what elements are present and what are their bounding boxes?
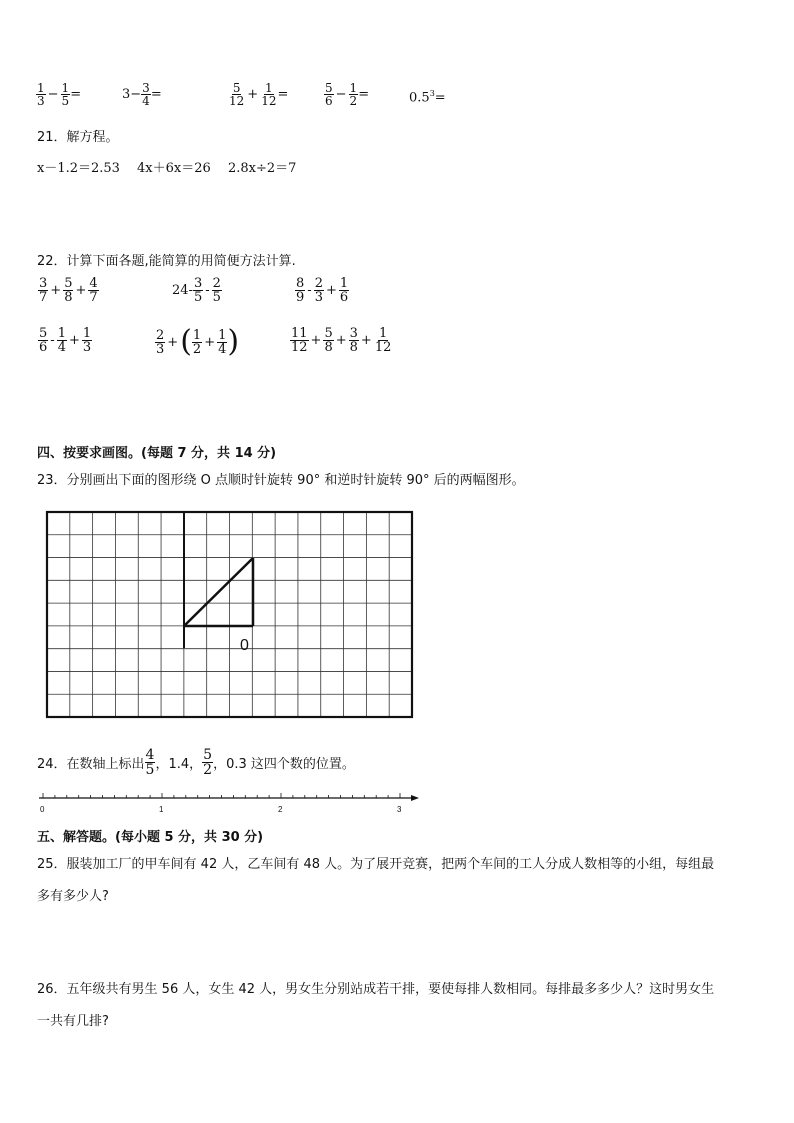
q24-text: 24．在数轴上标出 $\frac{4}{5}$ ，1.4， $\frac{5}{2}$ ，0.3 这四个数的位置。 bbox=[37, 747, 355, 778]
q26-line-1: 26．五年级共有男生 56 人，女生 42 人，男女生分别站成若干排，要使每排人数相同。每排最多多少人？这时男女生 bbox=[37, 982, 715, 997]
q25-line-1: 25．服装加工厂的甲车间有 42 人，乙车间有 48 人。为了展开竞赛，把两个车间的工人分成人数相等的小组，每组最 bbox=[37, 857, 715, 872]
q21-title: 21．解方程。 bbox=[37, 130, 119, 145]
q22-expr-1: $\frac{3}{7}$ + $\frac{5}{8}$ + $\frac{4}{7}$ bbox=[39, 276, 98, 305]
section-4-heading: 四、按要求画图。(每题 7 分，共 14 分) bbox=[37, 446, 277, 461]
number-line bbox=[35, 790, 425, 816]
q21-eq-2: 4x＋6x＝26 bbox=[137, 161, 211, 176]
q22-expr-5: $\frac{2}{3}$ + ( $\frac{1}{2}$ + $\frac{1}{4}$ ) bbox=[156, 324, 240, 359]
number-line-tick-label: 2 bbox=[278, 805, 283, 814]
q21-eq-1: x－1.2＝2.53 bbox=[37, 161, 120, 176]
q22-expr-6: $\frac{11}{12}$ + $\frac{5}{8}$ + $\frac{3}{8}$ + $\frac{1}{12}$ bbox=[291, 326, 392, 355]
section-5-heading: 五、解答题。(每小题 5 分，共 30 分) bbox=[37, 830, 264, 845]
number-line-tick-label: 3 bbox=[397, 805, 402, 814]
number-line-tick-label: 1 bbox=[159, 805, 164, 814]
q22-expr-3: $\frac{8}{9}$ - $\frac{2}{3}$ + $\frac{1}{6}$ bbox=[296, 276, 349, 305]
q22-title: 22．计算下面各题,能简算的用简便方法计算. bbox=[37, 254, 296, 269]
number-line-minor-ticks bbox=[43, 793, 400, 798]
number-line-arrow bbox=[411, 795, 419, 801]
expr-2: 3− $\frac{3}{4}$ = bbox=[122, 81, 162, 108]
number-line-tick-label: 0 bbox=[40, 805, 45, 814]
expr-4: $\frac{5}{6}$ − $\frac{1}{2}$ = bbox=[325, 81, 370, 108]
number-line-major-ticks bbox=[40, 805, 402, 814]
q23-title: 23．分别画出下面的图形绕 O 点顺时针旋转 90° 和逆时针旋转 90° 后的两幅图形。 bbox=[37, 473, 525, 488]
rotation-grid bbox=[45, 510, 415, 720]
q21-eq-3: 2.8x÷2＝7 bbox=[228, 161, 297, 176]
point-o-label: 0 bbox=[240, 637, 249, 654]
expr-3: $\frac{5}{12}$ + $\frac{1}{12}$ = bbox=[229, 81, 289, 108]
q26-line-2: 一共有几排? bbox=[37, 1014, 109, 1029]
expr-5: $0.5^3=$ bbox=[409, 89, 446, 106]
expr-1: $\frac{1}{3}$ − $\frac{1}{5}$ = bbox=[37, 81, 82, 108]
q22-expr-2: 24- $\frac{3}{5}$ - $\frac{2}{5}$ bbox=[172, 276, 221, 305]
q22-expr-4: $\frac{5}{6}$ - $\frac{1}{4}$ + $\frac{1}{3}$ bbox=[39, 326, 92, 355]
triangle-hypotenuse bbox=[184, 558, 253, 626]
q25-line-2: 多有多少人? bbox=[37, 889, 109, 904]
grid-lines bbox=[47, 512, 412, 717]
